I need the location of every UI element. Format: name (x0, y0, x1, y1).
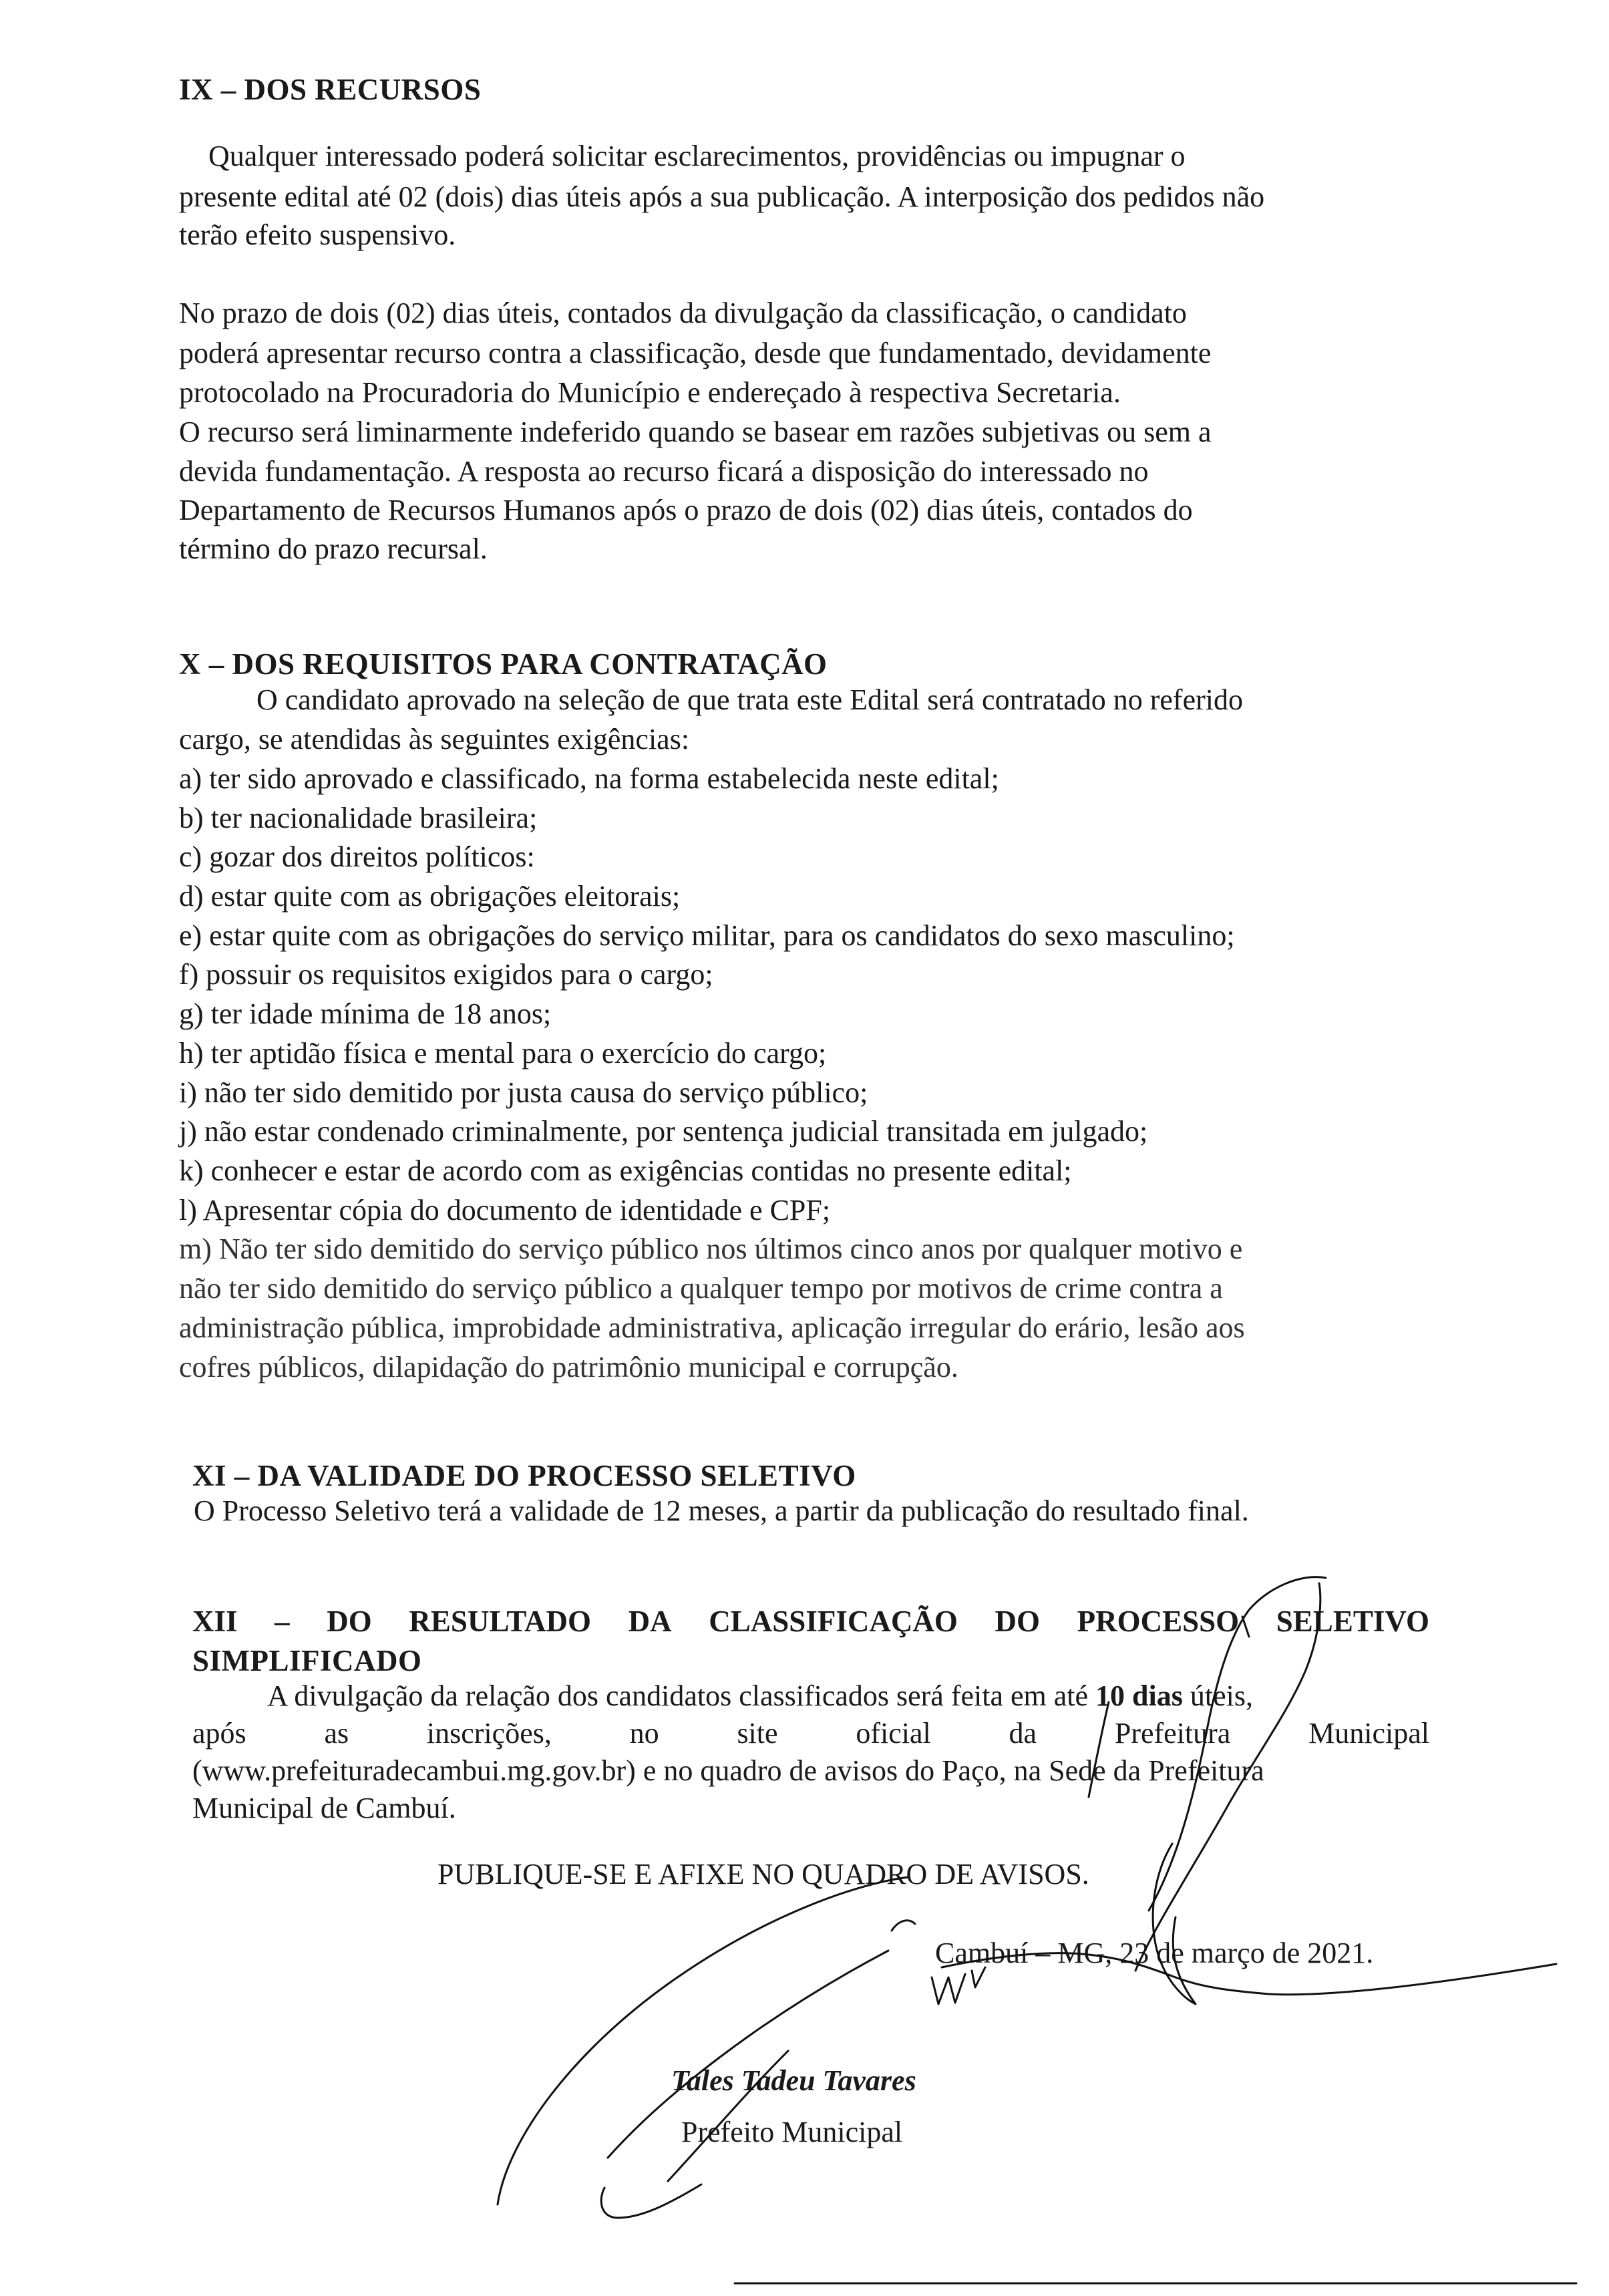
requirement-item: h) ter aptidão física e mental para o exercício do cargo; (179, 1037, 827, 1070)
section-ix-title: IX – DOS RECURSOS (179, 73, 482, 106)
line2-word: as (324, 1717, 349, 1750)
title-word: DO (327, 1605, 372, 1638)
title-word: SELETIVO (1276, 1605, 1429, 1638)
section-x-title: X – DOS REQUISITOS PARA CONTRATAÇÃO (179, 647, 828, 681)
section-ix-line: presente edital até 02 (dois) dias úteis após a sua publicação. A interposição dos pedidos não (179, 180, 1265, 213)
requirement-item: g) ter idade mínima de 18 anos; (179, 997, 552, 1030)
section-ix-line: terão efeito suspensivo. (179, 218, 456, 251)
requirement-item: b) ter nacionalidade brasileira; (179, 802, 538, 834)
requirement-item: a) ter sido aprovado e classificado, na forma estabelecida neste edital; (179, 762, 999, 795)
line1-text: A divulgação da relação dos candidatos classificados será feita em até (267, 1679, 1096, 1712)
section-ix-line: O recurso será liminarmente indeferido quando se basear em razões subjetivas ou sem a (179, 416, 1212, 448)
section-ix-line: poderá apresentar recurso contra a classificação, desde que fundamentado, devidamente (179, 337, 1212, 369)
signer-role: Prefeito Municipal (681, 2116, 903, 2148)
requirement-item: k) conhecer e estar de acordo com as exigências contidas no presente edital; (179, 1154, 1072, 1187)
title-word: DO (995, 1605, 1040, 1638)
section-xi-text: O Processo Seletivo terá a validade de 12 meses, a partir da publicação do resultado final. (194, 1494, 1249, 1527)
section-ix-line: término do prazo recursal. (179, 532, 488, 565)
signer-name: Tales Tadeu Tavares (671, 2064, 916, 2097)
requirement-item: f) possuir os requisitos exigidos para o cargo; (179, 958, 713, 991)
requirement-item: j) não estar condenado criminalmente, por sentença judicial transitada em julgado; (179, 1115, 1148, 1148)
title-word: XII (192, 1605, 238, 1638)
requirement-item: d) estar quite com as obrigações eleitorais; (179, 880, 681, 913)
requirement-item-m: administração pública, improbidade administrativa, aplicação irregular do erário, lesão aos (179, 1311, 1245, 1344)
section-ix-line: Qualquer interessado poderá solicitar esclarecimentos, providências ou impugnar o (208, 140, 1186, 172)
requirement-item-m: não ter sido demitido do serviço público a qualquer tempo por motivos de crime contra a (179, 1272, 1223, 1305)
line2-word: oficial (856, 1717, 931, 1750)
section-ix-line: Departamento de Recursos Humanos após o prazo de dois (02) dias úteis, contados do (179, 494, 1193, 526)
section-ix-line: protocolado na Procuradoria do Município e endereçado à respectiva Secretaria. (179, 376, 1121, 409)
title-word: RESULTADO (409, 1605, 591, 1638)
title-word: DA (628, 1605, 672, 1638)
publique-notice: PUBLIQUE-SE E AFIXE NO QUADRO DE AVISOS. (437, 1858, 1089, 1891)
line2-word: da (1009, 1717, 1037, 1750)
requirement-item: l) Apresentar cópia do documento de identidade e CPF; (179, 1194, 831, 1226)
title-word: CLASSIFICAÇÃO (709, 1605, 958, 1638)
section-x-intro: O candidato aprovado na seleção de que trata este Edital será contratado no referido (256, 683, 1243, 716)
section-x-intro: cargo, se atendidas às seguintes exigências: (179, 723, 690, 756)
section-xi-title: XI – DA VALIDADE DO PROCESSO SELETIVO (192, 1459, 856, 1492)
section-xii-line3: (www.prefeituradecambui.mg.gov.br) e no quadro de avisos do Paço, na Sede da Prefeitura (192, 1754, 1264, 1787)
requirement-item: c) gozar dos direitos políticos: (179, 840, 535, 873)
requirement-item: i) não ter sido demitido por justa causa do serviço público; (179, 1076, 868, 1109)
section-ix-line: No prazo de dois (02) dias úteis, contados da divulgação da classificação, o candidato (179, 297, 1187, 329)
title-word: PROCESSO (1077, 1605, 1240, 1638)
line2-word: Prefeitura (1114, 1717, 1231, 1750)
title-word: – (275, 1605, 290, 1638)
section-ix-line: devida fundamentação. A resposta ao recurso ficará a disposição do interessado no (179, 455, 1149, 488)
line2-word: no (629, 1717, 659, 1750)
requirement-item-m: cofres públicos, dilapidação do patrimônio municipal e corrupção. (179, 1351, 958, 1383)
line2-word: Municipal (1308, 1717, 1429, 1750)
line2-word: após (192, 1717, 246, 1750)
requirement-item-m: m) Não ter sido demitido do serviço público nos últimos cinco anos por qualquer motivo e (179, 1233, 1243, 1265)
section-xii-line4: Municipal de Cambuí. (192, 1792, 456, 1824)
line2-word: site (737, 1717, 778, 1750)
place-date: Cambuí – MG, 23 de março de 2021. (935, 1937, 1374, 1969)
requirement-item: e) estar quite com as obrigações do serviço militar, para os candidatos do sexo masculino; (179, 919, 1235, 952)
line1-bold: 10 dias (1095, 1679, 1183, 1712)
section-xii-title-line2: SIMPLIFICADO (192, 1644, 422, 1677)
line1-text-end: úteis, (1182, 1679, 1253, 1712)
line2-word: inscrições, (426, 1717, 552, 1750)
